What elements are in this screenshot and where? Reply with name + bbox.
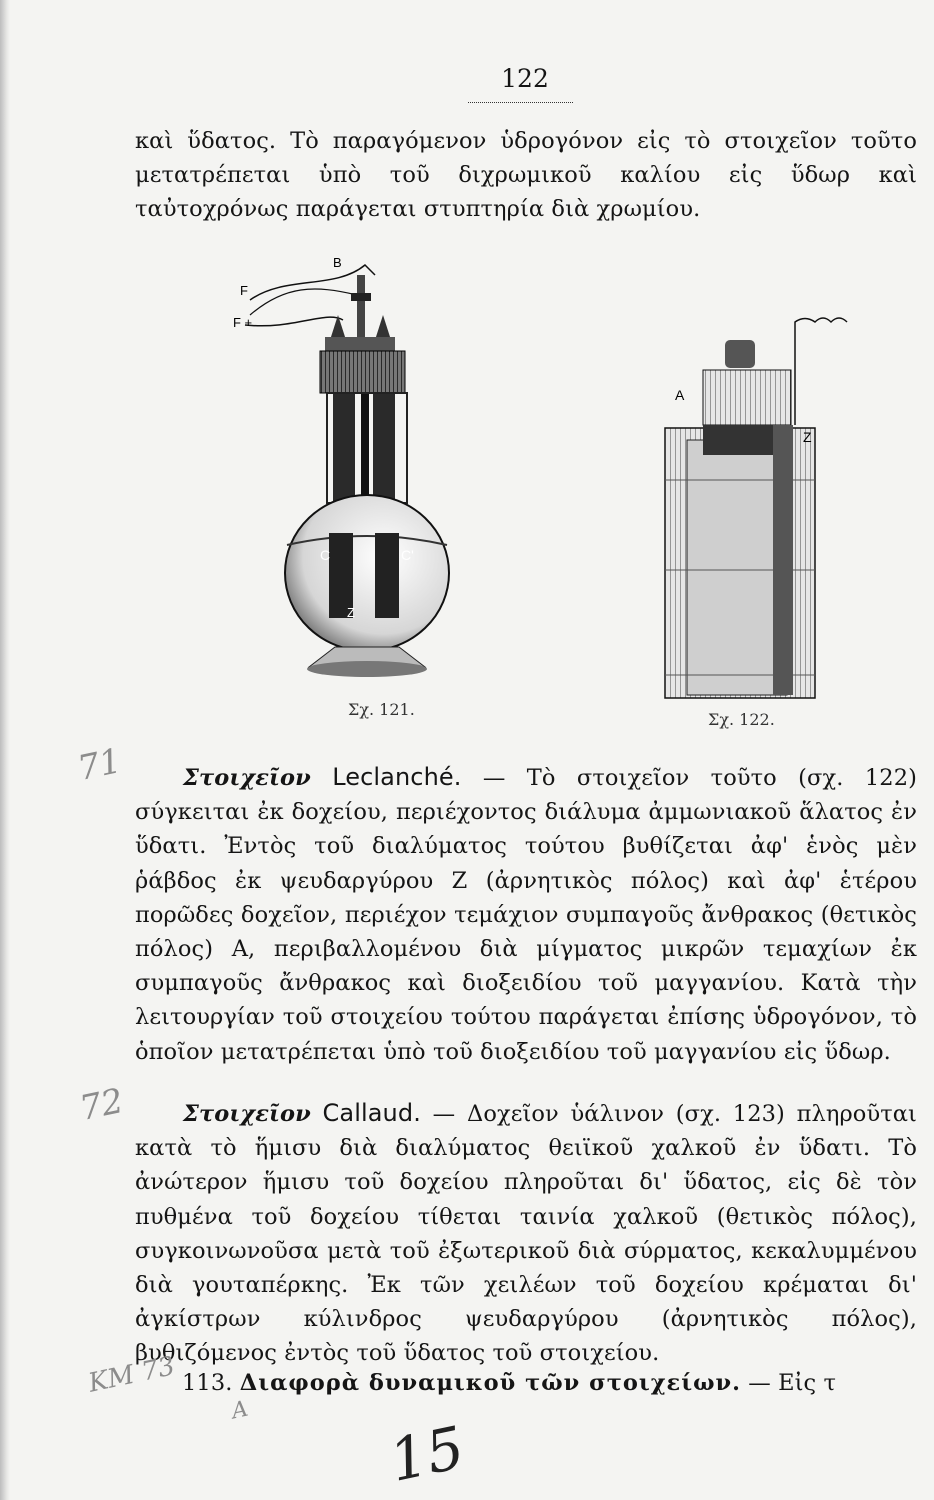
callaud-heading-latin: Callaud. [322, 1099, 421, 1127]
margin-note-a: A [229, 1396, 251, 1425]
section-113-title: Διαφορὰ δυναμικοῦ τῶν στοιχείων. [239, 1370, 741, 1396]
page-edge [0, 0, 10, 1500]
margin-note-15: 15 [383, 1413, 471, 1495]
callaud-heading-greek: Στοιχεῖον [183, 1101, 311, 1127]
section-113-text: — Εἰς τ [748, 1370, 837, 1396]
fig121-label-c: C [320, 547, 331, 563]
intro-paragraph: καὶ ὕδατος. Τὸ παραγόμενον ὑδρογόνον εἰς τὸ στοιχεῖον τοῦτο μετατρέπεται ὑπὸ τοῦ διχρωμικοῦ καλίου εἰς ὕδωρ καὶ ταὐτοχρόνως παράγεται στυπτηρία διὰ χρωμίου. [135, 128, 917, 223]
fig121-label-c-prime: C' [401, 547, 414, 563]
fig121-label-f-plus: F + [233, 315, 253, 330]
leclanche-heading-latin: Leclanché. [332, 763, 462, 791]
leclanche-heading-greek: Στοιχεῖον [183, 765, 311, 791]
section-113-number: 113. [182, 1370, 233, 1396]
figure-121-bichromate-cell [225, 255, 525, 685]
leclanche-paragraph [135, 760, 917, 1069]
leclanche-text: — Τὸ στοιχεῖον τοῦτο (σχ. 122) σύγκειται ἐκ δοχείου, περιέχοντος διάλυμα ἀμμωνιακοῦ ἅλατος ἐν ὕδατι. Ἐντὸς τοῦ διαλύματος τούτου βυθίζεται ἀφ' ἑνὸς μὲν ῥάβδος ἐκ ψευδαργύρου Ζ (ἀρνητικὸς πόλος) καὶ ἀφ' ἑτέρου πορῶδες δοχεῖον, περιέχον τεμάχιον συμπαγοῦς ἄνθρακος (θετικὸς πόλος) Α, περιβαλλομένου διὰ μίγματος μικρῶν τεμαχίων ἐκ συμπαγοῦς ἄνθρακος καὶ διοξειδίου τοῦ μαγγανίου. Κατὰ τὴν λειτουργίαν τοῦ στοιχείου τούτου παράγεται ἐπίσης ὑδρογόνον, τὸ ὁποῖον μετατρέπεται ὑπὸ τοῦ διοξειδίου τοῦ μαγγανίου εἰς ὕδωρ. [135, 765, 917, 1065]
margin-note-71: 71 [74, 740, 125, 790]
margin-note-73: ΚΜ 73 [85, 1351, 178, 1399]
figure-121-caption: Σχ. 121. [348, 700, 415, 719]
fig121-label-z: Z [347, 605, 355, 620]
fig122-label-a: A [675, 387, 685, 403]
fig122-label-z: Z [803, 429, 812, 445]
callaud-paragraph [135, 1096, 917, 1371]
page-number: 122 [501, 64, 549, 93]
fig121-label-b: B [333, 255, 342, 270]
page-number-rule [468, 102, 573, 103]
margin-note-72: 72 [76, 1080, 127, 1130]
fig121-label-f-minus: F [240, 283, 248, 298]
figure-122-leclanche-cell [655, 310, 855, 705]
figure-122-caption: Σχ. 122. [708, 710, 775, 729]
callaud-text: — Δοχεῖον ὑάλινον (σχ. 123) πληροῦται κατὰ τὸ ἥμισυ διὰ διαλύματος θειϊκοῦ χαλκοῦ ἐν ὕδατι. Τὸ ἀνώτερον ἥμισυ τοῦ δοχείου πληροῦται δι' ὕδατος, εἰς δὲ τὸν πυθμένα τοῦ δοχείου τίθεται ταινία χαλκοῦ (θετικὸς πόλος), συγκοινωνοῦσα μετὰ τοῦ ἐξωτερικοῦ διὰ σύρματος, κεκαλυμμένου διὰ γουταπέρκης. Ἐκ τῶν χειλέων τοῦ δοχείου κρέμαται δι' ἀγκίστρων κύλινδρος ψευδαργύρου (ἀρνητικὸς πόλος), βυθιζόμενος ἐντὸς τοῦ ὕδατος τοῦ στοιχείου. [135, 1101, 917, 1367]
section-113-line [182, 1366, 902, 1400]
